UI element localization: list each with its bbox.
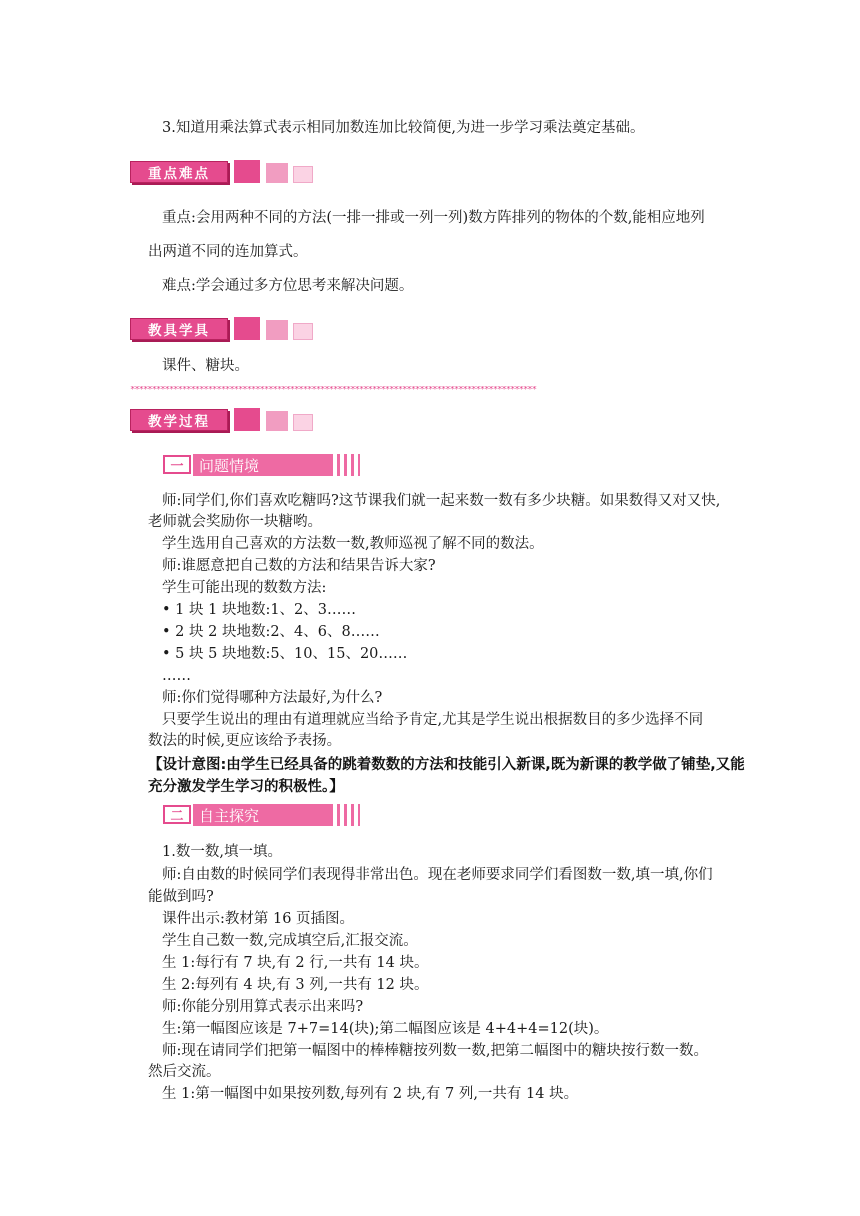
decor-square xyxy=(266,320,288,340)
paragraph: 师:现在请同学们把第一幅图中的棒棒糖按列数一数,把第二幅图中的糖块按行数一数。 xyxy=(162,1043,708,1059)
decor-square xyxy=(293,323,313,340)
paragraph: 老师就会奖励你一块糖哟。 xyxy=(148,514,322,530)
decor-stripe xyxy=(358,454,360,476)
objective-3: 3.知道用乘法算式表示相同加数连加比较简便,为进一步学习乘法奠定基础。 xyxy=(162,120,645,136)
section-title: 教学过程 xyxy=(130,409,228,431)
subsection-number: 二 xyxy=(163,805,191,824)
focus-line1: 重点:会用两种不同的方法(一排一排或一列一列)数方阵排列的物体的个数,能相应地列 xyxy=(162,210,705,226)
subsection-number: 一 xyxy=(163,455,191,474)
decor-square xyxy=(293,166,313,183)
paragraph: 然后交流。 xyxy=(148,1064,221,1080)
paragraph: 师:你们觉得哪种方法最好,为什么? xyxy=(162,690,383,706)
bullet-item: • 1 块 1 块地数:1、2、3…… xyxy=(162,602,357,618)
subsection-header-2 xyxy=(163,804,368,826)
section-title: 教具学具 xyxy=(130,318,228,340)
paragraph: 生 1:第一幅图中如果按列数,每列有 2 块,有 7 列,一共有 14 块。 xyxy=(162,1086,579,1102)
star-divider: ********************************************************************************************** xyxy=(130,386,536,394)
decor-square xyxy=(266,163,288,183)
decor-square xyxy=(293,414,313,431)
section-title: 重点难点 xyxy=(130,161,228,183)
decor-square xyxy=(266,411,288,431)
difficulty-text: 难点:学会通过多方位思考来解决问题。 xyxy=(162,278,414,294)
materials-text: 课件、糖块。 xyxy=(162,358,249,374)
decor-square xyxy=(234,408,260,431)
ellipsis: …… xyxy=(162,668,191,684)
paragraph: 能做到吗? xyxy=(148,889,214,905)
decor-square xyxy=(234,160,260,183)
paragraph: 数法的时候,更应该给予表扬。 xyxy=(148,733,342,749)
decor-stripe xyxy=(337,454,340,476)
paragraph: 师:你能分别用算式表示出来吗? xyxy=(162,999,364,1015)
paragraph: 学生可能出现的数数方法: xyxy=(162,580,327,596)
bullet-item: • 2 块 2 块地数:2、4、6、8…… xyxy=(162,624,380,640)
focus-line2: 出两道不同的连加算式。 xyxy=(148,244,308,260)
paragraph: 生:第一幅图应该是 7+7=14(块);第二幅图应该是 4+4+4=12(块)。 xyxy=(162,1021,609,1037)
decor-stripe xyxy=(337,804,340,826)
decor-stripe xyxy=(351,804,354,826)
decor-stripe xyxy=(358,804,360,826)
paragraph: 学生选用自己喜欢的方法数一数,教师巡视了解不同的数法。 xyxy=(162,536,544,552)
paragraph: 学生自己数一数,完成填空后,汇报交流。 xyxy=(162,933,418,949)
paragraph: 生 1:每行有 7 块,有 2 行,一共有 14 块。 xyxy=(162,955,429,971)
paragraph: 师:同学们,你们喜欢吃糖吗?这节课我们就一起来数一数有多少块糖。如果数得又对又快, xyxy=(162,493,721,509)
subsection-title: 自主探究 xyxy=(193,804,333,826)
paragraph: 只要学生说出的理由有道理就应当给予肯定,尤其是学生说出根据数目的多少选择不同 xyxy=(162,712,704,728)
subsection-header-1 xyxy=(163,454,368,476)
paragraph: 生 2:每列有 4 块,有 3 列,一共有 12 块。 xyxy=(162,977,429,993)
paragraph: 师:谁愿意把自己数的方法和结果告诉大家? xyxy=(162,558,436,574)
bullet-item: • 5 块 5 块地数:5、10、15、20…… xyxy=(162,646,408,662)
subsection-title: 问题情境 xyxy=(193,454,333,476)
decor-stripe xyxy=(344,804,347,826)
decor-stripe xyxy=(344,454,347,476)
design-intent: 【设计意图:由学生已经具备的跳着数数的方法和技能引入新课,既为新课的教学做了铺垫,又能充分激发学生学习的积极性。】 xyxy=(148,757,745,795)
paragraph: 师:自由数的时候同学们表现得非常出色。现在老师要求同学们看图数一数,填一填,你们 xyxy=(162,867,713,883)
paragraph: 1.数一数,填一填。 xyxy=(162,844,282,860)
paragraph: 课件出示:教材第 16 页插图。 xyxy=(162,911,355,927)
decor-square xyxy=(234,317,260,340)
decor-stripe xyxy=(351,454,354,476)
